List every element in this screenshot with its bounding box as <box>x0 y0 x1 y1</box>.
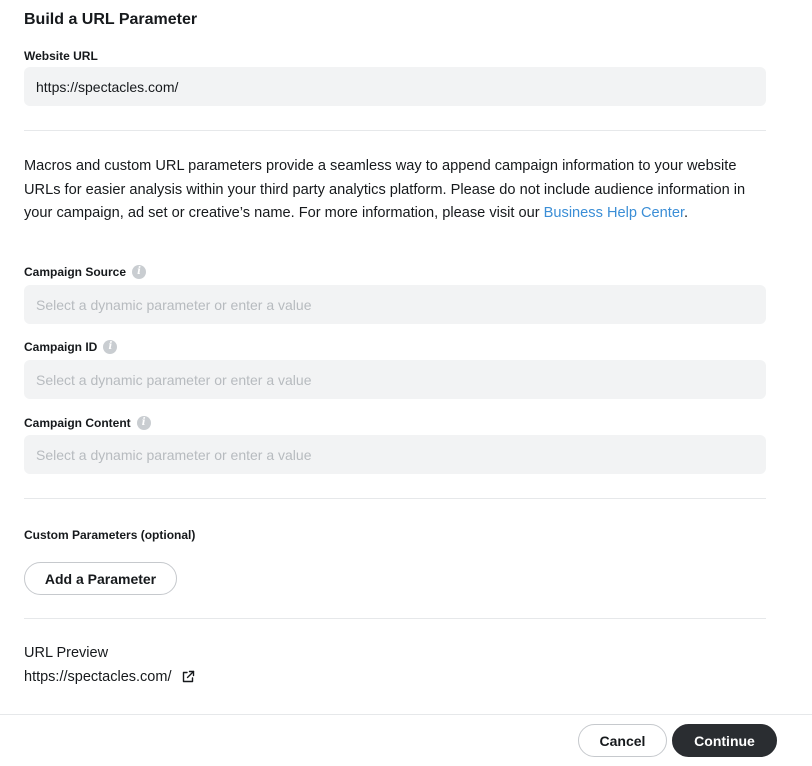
url-preview-value: https://spectacles.com/ <box>24 669 172 685</box>
website-url-label <box>24 49 98 63</box>
info-icon[interactable]: i <box>103 340 117 354</box>
footer-divider <box>0 714 812 715</box>
add-parameter-button[interactable]: Add a Parameter <box>24 562 177 595</box>
external-link-icon[interactable] <box>181 670 195 684</box>
campaign-id-label <box>24 340 117 354</box>
divider <box>24 618 766 619</box>
campaign-id-input[interactable] <box>24 360 766 399</box>
page-title: Build a URL Parameter <box>24 11 198 28</box>
description-suffix: . <box>684 205 689 221</box>
campaign-source-input[interactable] <box>24 285 766 324</box>
website-url-input[interactable] <box>24 67 766 106</box>
campaign-id-label-text: Campaign ID <box>24 340 98 354</box>
divider <box>24 130 766 131</box>
info-icon[interactable]: i <box>137 416 151 430</box>
cancel-button[interactable]: Cancel <box>578 724 667 757</box>
description-body: Macros and custom URL parameters provide a seamless way to append campaign information to your website URLs for easier analysis within your third party analytics platform. Please do not include audience information in your campaign, ad set or creative’s name. For more information, please visit our <box>24 158 746 221</box>
description-text <box>24 155 768 226</box>
campaign-source-label <box>24 265 146 279</box>
campaign-content-input[interactable] <box>24 435 766 474</box>
divider <box>24 498 766 499</box>
website-url-label-text: Website URL <box>24 49 98 63</box>
custom-parameters-label: Custom Parameters (optional) <box>24 528 196 542</box>
url-preview <box>24 669 195 685</box>
campaign-content-label <box>24 416 151 430</box>
business-help-center-link[interactable]: Business Help Center <box>543 205 685 221</box>
campaign-source-label-text: Campaign Source <box>24 265 127 279</box>
continue-button[interactable]: Continue <box>672 724 777 757</box>
info-icon[interactable]: i <box>132 265 146 279</box>
campaign-content-label-text: Campaign Content <box>24 416 131 430</box>
url-preview-title: URL Preview <box>24 645 109 661</box>
